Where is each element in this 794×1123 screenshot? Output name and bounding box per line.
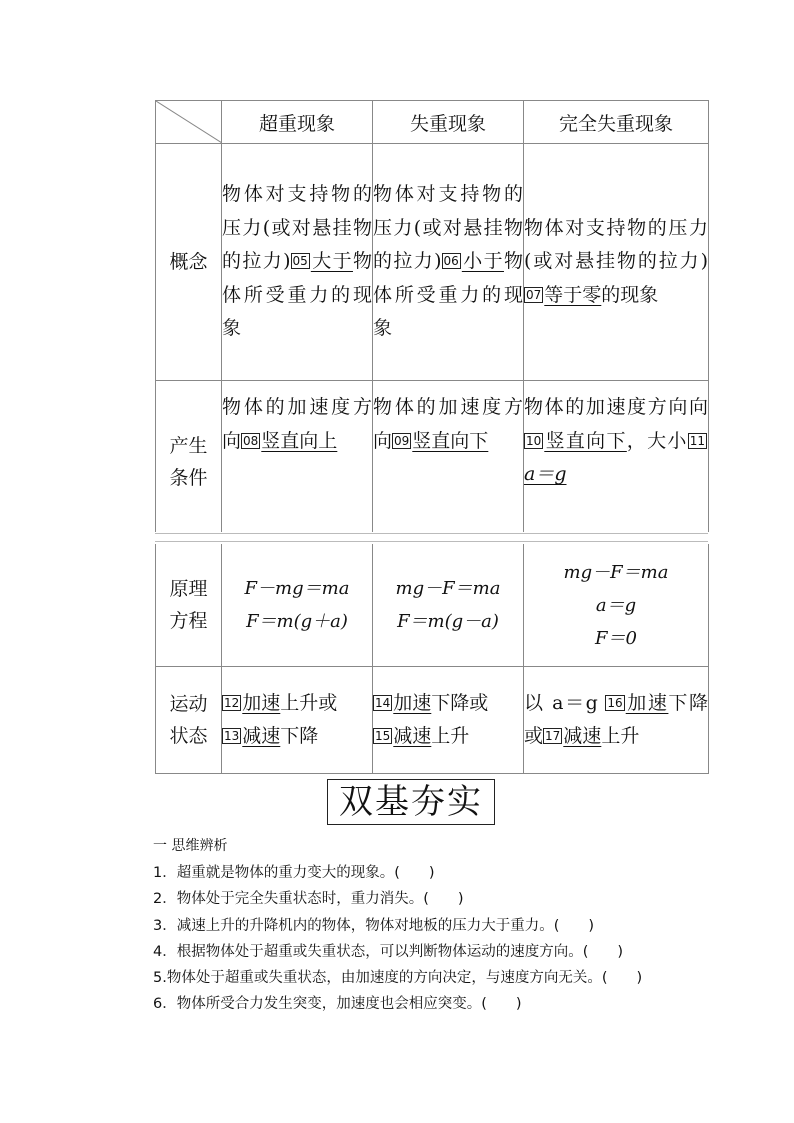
row-label-condition: 产生 条件 bbox=[156, 381, 222, 544]
blank-number: 05 bbox=[292, 254, 308, 269]
answer-text: 加速 bbox=[393, 691, 432, 714]
header-complete-weightless: 完全失重现象 bbox=[524, 101, 709, 144]
table-row-formula bbox=[156, 544, 709, 667]
blank-number: 13 bbox=[224, 729, 240, 743]
table-header-row bbox=[156, 101, 709, 144]
table-row-motion bbox=[156, 667, 709, 774]
answer-text: 小于 bbox=[461, 250, 504, 273]
blank-number: 07 bbox=[526, 287, 542, 302]
equation: mg－F＝ma bbox=[563, 561, 669, 583]
condition-weightless: 物体的加速度方向 09 竖直向下 bbox=[373, 381, 524, 544]
equation: F＝0 bbox=[595, 627, 637, 649]
equation: a＝g bbox=[595, 594, 637, 616]
list-item: 6．物体所受合力发生突变，加速度也会相应突变。( ) bbox=[153, 996, 522, 1013]
blank-number: 16 bbox=[607, 695, 623, 710]
answer-text: 减速 bbox=[563, 725, 602, 747]
judgement-list bbox=[153, 860, 642, 1018]
list-item: 3．减速上升的升降机内的物体，物体对地板的压力大于重力。( ) bbox=[153, 917, 595, 934]
answer-text: 减速 bbox=[393, 725, 432, 747]
section-banner: 双基夯实 bbox=[327, 779, 495, 825]
answer-text: 等于零 bbox=[544, 283, 602, 306]
motion-weightless: 14 加速下降或 15 减速上升 bbox=[373, 667, 524, 774]
answer-text: 竖直向上 bbox=[261, 429, 338, 452]
blank-number: 15 bbox=[375, 729, 391, 743]
concept-overweight: 物体对支持物的压力(或对悬挂物的拉力) 05 大于物体所受重力的现象 bbox=[222, 144, 373, 381]
row-label-motion: 运动 状态 bbox=[156, 667, 222, 774]
list-item: 2．物体处于完全失重状态时，重力消失。( ) bbox=[153, 891, 464, 908]
diagonal-corner-cell bbox=[156, 101, 222, 144]
concept-complete: 物体对支持物的压力(或对悬挂物的拉力)07 等于零的现象 bbox=[524, 144, 709, 381]
header-overweight: 超重现象 bbox=[222, 101, 373, 144]
concept-weightless: 物体对支持物的压力(或对悬挂物的拉力) 06 小于物体所受重力的现象 bbox=[373, 144, 524, 381]
formula-weightless bbox=[373, 544, 524, 667]
formula-overweight bbox=[222, 544, 373, 667]
condition-complete: 物体的加速度方向向10 竖直向下，大小 11a＝g bbox=[524, 381, 709, 544]
condition-overweight: 物体的加速度方向 08 竖直向上 bbox=[222, 381, 373, 544]
motion-complete: 以 a＝g 16 加速下降或 17 减速上升 bbox=[524, 667, 709, 774]
section-title: 一 思维辨析 bbox=[153, 838, 228, 854]
blank-number: 08 bbox=[243, 433, 259, 448]
equation: mg－F＝ma bbox=[395, 578, 501, 599]
header-weightless: 失重现象 bbox=[373, 101, 524, 144]
equation: F－mg＝ma bbox=[244, 578, 350, 599]
blank-number: 14 bbox=[375, 695, 391, 710]
table-row-condition bbox=[156, 381, 709, 544]
blank-number: 12 bbox=[224, 695, 240, 710]
overweight-weightless-table bbox=[155, 100, 709, 774]
equation: F＝m(g－a) bbox=[397, 611, 499, 632]
answer-text: 大于 bbox=[310, 250, 353, 273]
page-split-line-bottom bbox=[155, 541, 708, 542]
equation: F＝m(g＋a) bbox=[246, 611, 348, 632]
row-label-concept: 概念 bbox=[156, 144, 222, 381]
blank-number: 06 bbox=[443, 254, 459, 269]
answer-text: 加速 bbox=[242, 691, 281, 714]
diagonal-line bbox=[156, 101, 222, 143]
list-item: 5.物体处于超重或失重状态，由加速度的方向决定，与速度方向无关。( ) bbox=[153, 970, 643, 987]
list-item: 1．超重就是物体的重力变大的现象。( ) bbox=[153, 865, 435, 881]
blank-number: 10 bbox=[526, 433, 542, 448]
page-split-line-top bbox=[155, 533, 708, 534]
table-row-concept bbox=[156, 144, 709, 381]
row-label-formula: 原理 方程 bbox=[156, 544, 222, 667]
answer-text: 竖直向下 bbox=[544, 429, 627, 452]
motion-overweight: 12 加速上升或 13 减速下降 bbox=[222, 667, 373, 774]
list-item: 4．根据物体处于超重或失重状态，可以判断物体运动的速度方向。( ) bbox=[153, 943, 624, 960]
answer-text: 减速 bbox=[242, 725, 281, 747]
answer-text: 加速 bbox=[625, 691, 669, 714]
answer-text: 竖直向下 bbox=[412, 429, 489, 452]
blank-number: 17 bbox=[545, 729, 561, 743]
blank-number: 09 bbox=[394, 433, 410, 448]
answer-text: a＝g bbox=[524, 463, 567, 485]
formula-complete bbox=[524, 544, 709, 667]
blank-number: 11 bbox=[689, 433, 705, 448]
summary-table-wrapper bbox=[155, 100, 708, 774]
